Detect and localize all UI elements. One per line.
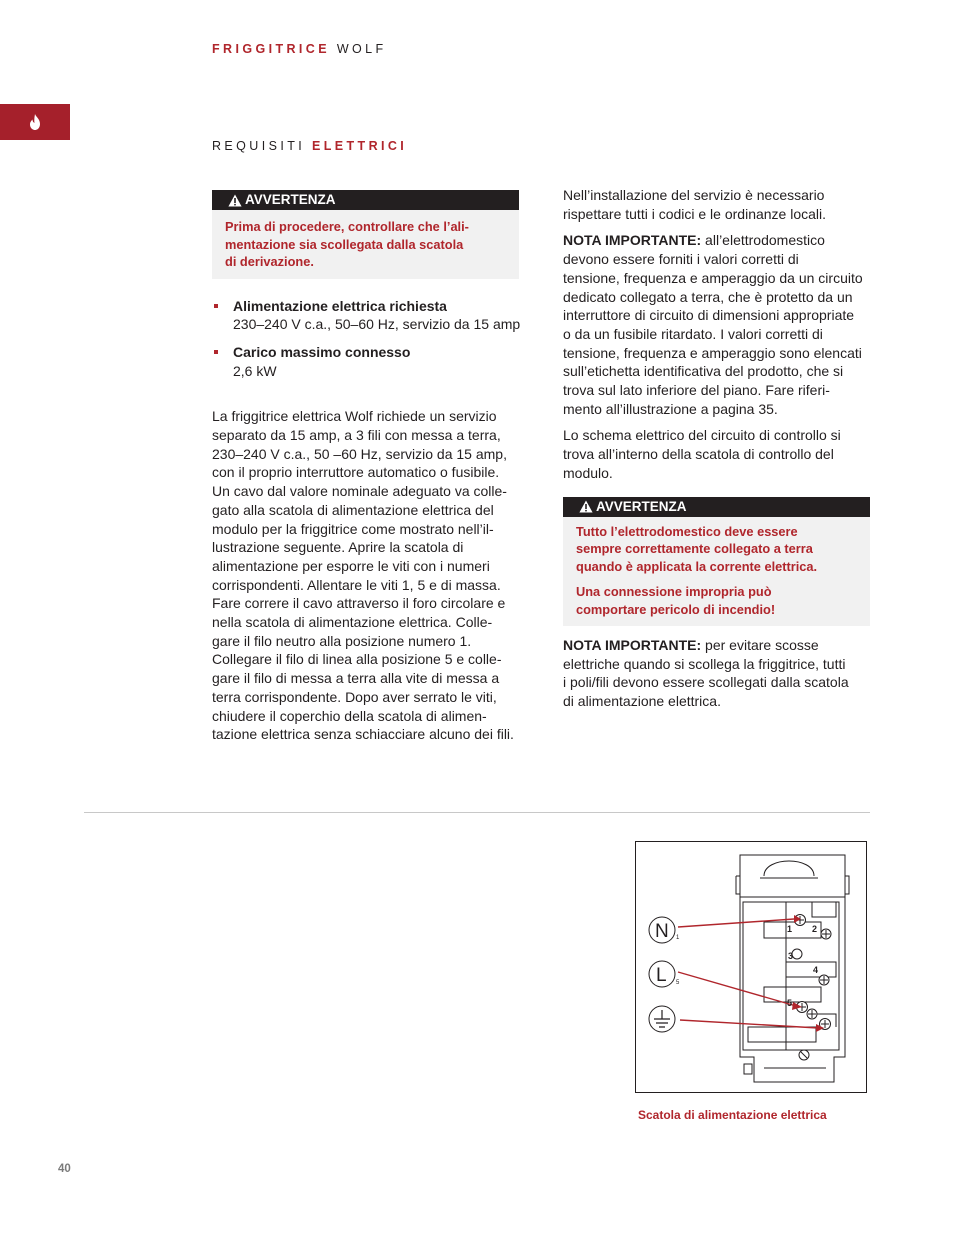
- list-item: [212, 297, 532, 334]
- terminal-number-4: 4: [813, 965, 819, 975]
- codes-paragraph: Nell’installazione del servizio è necessario rispettare tutti i codici e le ordinanze locali.: [563, 187, 827, 222]
- terminal-number-1: 1: [787, 924, 793, 934]
- warning-text: Una connessione impropria può comportare pericolo di incendio!: [576, 584, 776, 617]
- warning-header: [563, 497, 870, 517]
- warning-triangle-icon: [579, 500, 593, 513]
- section-title-accent: ELETTRICI: [311, 139, 408, 153]
- installation-paragraph: La friggitrice elettrica Wolf richiede un servizio separato da 15 amp, a 3 fili con messa a terra, 230–240 V c.a., 50 –60 Hz, servizio da 15 amp, con il proprio interruttore automatico o fusibile. Un cavo dal valore nominale adeguato va colle- gato alla scatola di alimentazione elettrica del modulo per la friggitrice come mostrato nell’il- lustrazione seguente. Aprire la scatola di alimentazione per esporre le viti con i numeri corrispondenti. Allentare le viti 1, 5 e di massa. Fare correre il cavo attraverso il foro circolare e nella scatola di alimentazione elettrica. Colle- gare il filo neutro alla posizione numero 1. Collegare il filo di linea alla posizione 5 e colle- gare il filo di messa a terra alla vite di messa a terra corrispondente. Dopo aver serrato le viti, chiudere il coperchio della scatola di alimen- tazione elettrica senza schiacciare alcuno dei fili.: [212, 408, 514, 743]
- warning-label: AVVERTENZA: [245, 192, 336, 207]
- warning-label: AVVERTENZA: [596, 498, 687, 514]
- warning-triangle-icon: [228, 194, 242, 207]
- note-text: per evitare scosse elettriche quando si scollega la friggitrice, tutti i poli/fili devono essere scollegati dalla scatola di alimentazione elettrica.: [563, 637, 849, 710]
- bullet-square-icon: [214, 350, 218, 354]
- power-box-diagram: [636, 842, 866, 1092]
- warning-text: Tutto l’elettrodomestico deve essere sempre correttamente collegato a terra quando è applicata la corrente elettrica.: [576, 523, 818, 574]
- warning-body: [212, 210, 519, 279]
- warning-box: [212, 190, 519, 279]
- requirement-value: 230–240 V c.a., 50–60 Hz, servizio da 15 amp: [233, 316, 521, 333]
- important-note-2: [563, 636, 883, 711]
- note-lead: NOTA IMPORTANTE:: [563, 637, 702, 654]
- header-brand-rest: WOLF: [336, 42, 387, 56]
- wiring-diagram-paragraph: Lo schema elettrico del circuito di controllo si trova all’interno della scatola di controllo del modulo.: [563, 427, 841, 481]
- power-box-figure: [635, 841, 867, 1093]
- terminal-number-5: 5: [787, 998, 793, 1008]
- terminal-l-sub: 5: [676, 980, 680, 986]
- warning-box: [563, 497, 870, 627]
- note-lead: NOTA IMPORTANTE:: [563, 232, 702, 249]
- section-title: [212, 139, 407, 153]
- section-title-plain: REQUISITI: [212, 139, 306, 153]
- page-number: 40: [58, 1163, 71, 1175]
- figure-caption: Scatola di alimentazione elettrica: [638, 1108, 827, 1122]
- flame-icon: [28, 113, 42, 131]
- warning-body: [563, 517, 870, 627]
- section-divider: [84, 812, 870, 813]
- right-column: [563, 186, 883, 711]
- left-column: [212, 190, 532, 744]
- requirements-list: [212, 297, 532, 381]
- terminal-n-sub: 1: [676, 935, 680, 941]
- important-note-1: [563, 231, 883, 418]
- warning-text: Prima di procedere, controllare che l’ali- mentazione sia scollegata dalla scatola di derivazione.: [225, 219, 469, 269]
- section-side-tab: [0, 104, 70, 140]
- warning-header: [212, 190, 519, 210]
- terminal-l-label: L: [656, 965, 667, 986]
- running-header: [212, 42, 387, 56]
- terminal-number-3: 3: [788, 951, 794, 961]
- bullet-square-icon: [214, 304, 218, 308]
- terminal-number-2: 2: [812, 924, 818, 934]
- requirement-title: Alimentazione elettrica richiesta: [233, 297, 447, 314]
- requirement-value: 2,6 kW: [233, 362, 277, 379]
- note-text: all’elettrodomestico devono essere forniti i valori corretti di tensione, frequenza e amperaggio da un circuito dedicato collegato a terra, che è protetto da un interruttore di circuito di dimensioni appropriate o da un fusibile ritardato. I valori corretti di tensione, frequenza e amperaggio sono elencati sull’etichetta identificativa del prodotto, che si trova sul lato inferiore del piano. Fare riferi- mento all’illustrazione a pagina 35.: [563, 232, 863, 417]
- terminal-n-label: N: [655, 921, 669, 942]
- list-item: [212, 343, 532, 380]
- header-brand-accent: FRIGGITRICE: [212, 42, 330, 56]
- requirement-title: Carico massimo connesso: [233, 343, 411, 360]
